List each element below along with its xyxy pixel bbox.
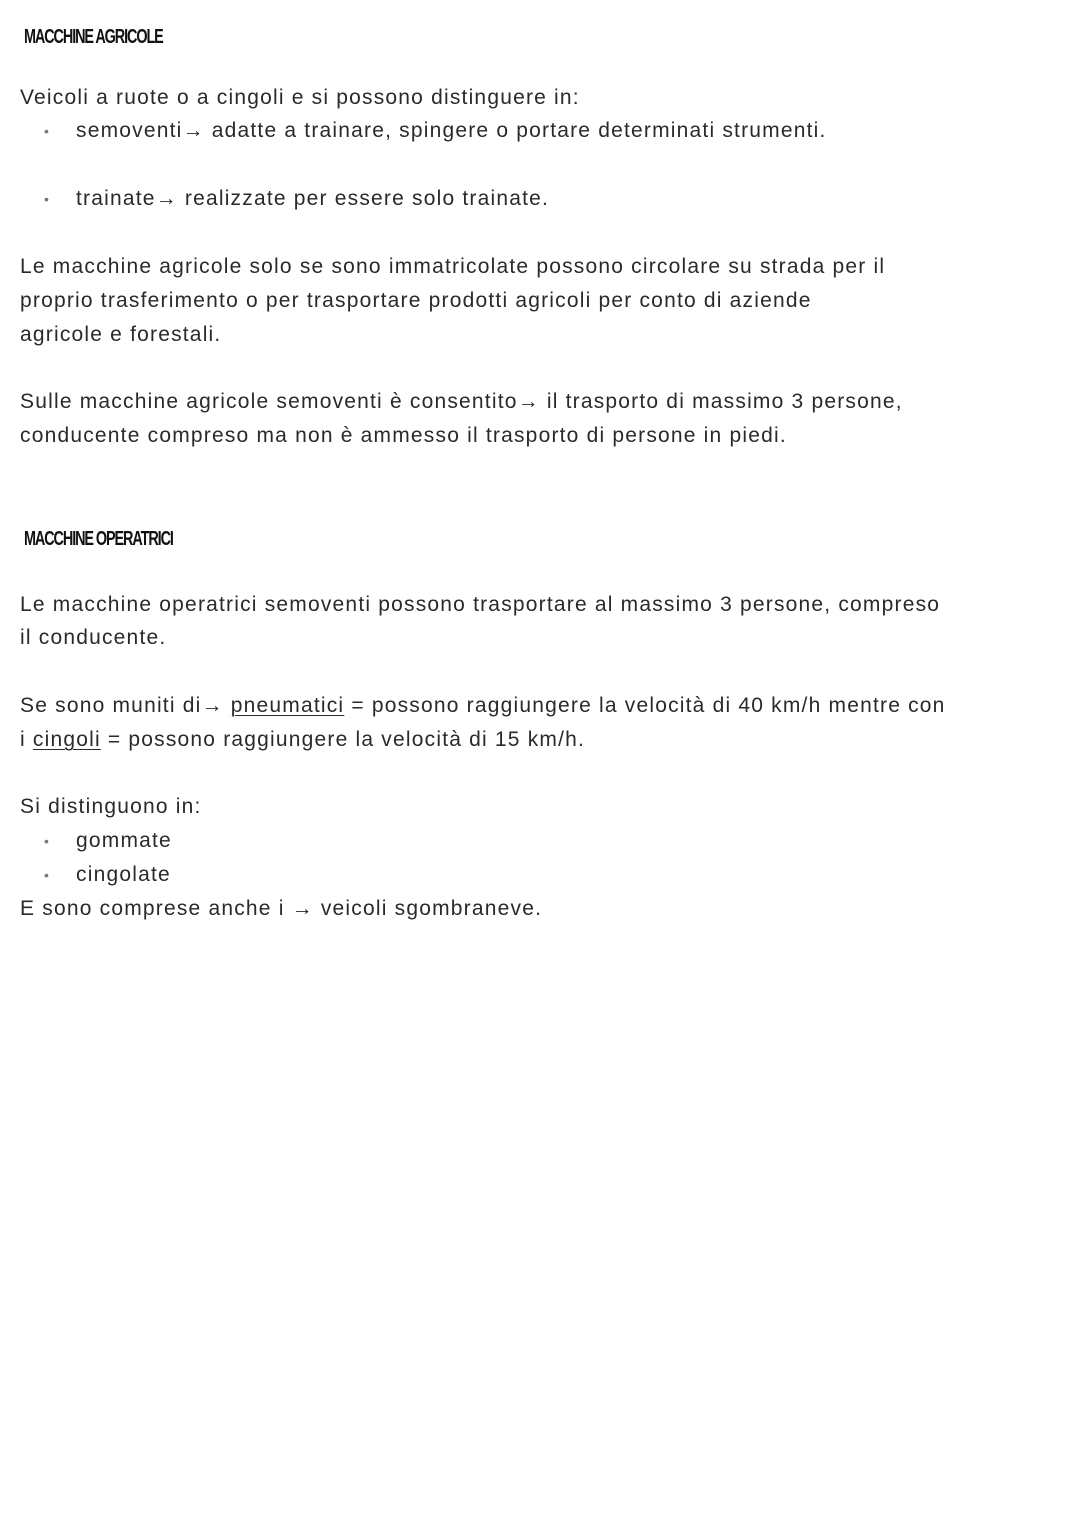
- paragraph-line: il conducente.: [20, 626, 167, 649]
- underlined-term: pneumatici: [230, 694, 345, 717]
- paragraph-line: Le macchine agricole solo se sono immatricolate possono circolare su strada per il: [20, 255, 886, 278]
- list-item: trainate→ realizzate per essere solo trainate.: [76, 187, 550, 210]
- text-segment: = possono raggiungere la velocità di 40 km/h mentre con: [344, 694, 946, 717]
- bullet-icon: •: [44, 833, 49, 849]
- paragraph-line: proprio trasferimento o per trasportare prodotti agricoli per conto di aziende: [20, 289, 812, 312]
- text-segment: = possono raggiungere la velocità di 15 km/h.: [100, 728, 586, 751]
- list-intro: Si distinguono in:: [20, 795, 202, 818]
- paragraph-line: [20, 727, 585, 753]
- underlined-term: cingoli: [32, 728, 101, 751]
- text-segment: Se sono muniti di→: [20, 694, 231, 717]
- closing-line: E sono comprese anche i → veicoli sgombraneve.: [20, 897, 543, 920]
- intro-text: Veicoli a ruote o a cingoli e si possono distinguere in:: [20, 86, 580, 109]
- paragraph-line: Le macchine operatrici semoventi possono trasportare al massimo 3 persone, compreso: [20, 593, 941, 616]
- text-segment: i: [20, 728, 33, 751]
- heading-macchine-agricole: MACCHINE AGRICOLE: [24, 26, 163, 48]
- list-item: gommate: [76, 829, 172, 852]
- paragraph-line: [20, 693, 946, 719]
- list-item: semoventi→ adatte a trainare, spingere o portare determinati strumenti.: [76, 119, 827, 142]
- paragraph-line: Sulle macchine agricole semoventi è consentito→ il trasporto di massimo 3 persone,: [20, 390, 903, 413]
- heading-macchine-operatrici: MACCHINE OPERATRICI: [24, 528, 173, 550]
- bullet-icon: •: [44, 191, 49, 207]
- paragraph-line: conducente compreso ma non è ammesso il trasporto di persone in piedi.: [20, 424, 787, 447]
- bullet-icon: •: [44, 123, 49, 139]
- bullet-icon: •: [44, 867, 49, 883]
- paragraph-line: agricole e forestali.: [20, 323, 222, 346]
- list-item: cingolate: [76, 863, 171, 886]
